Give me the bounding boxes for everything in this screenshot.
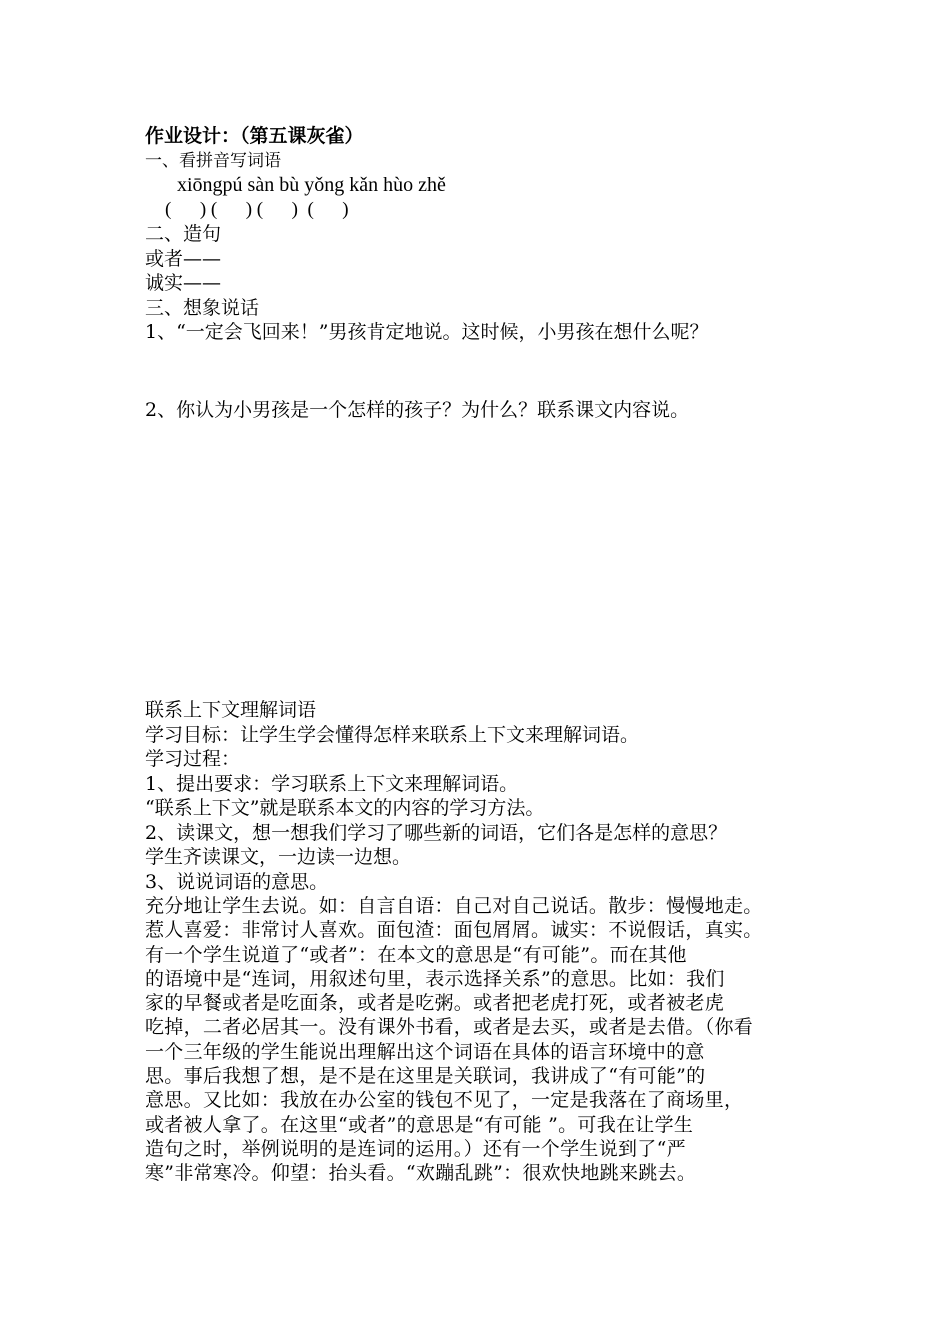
lesson-paragraph-line: 的语境中是“连词，用叙述句里，表示选择关系”的意思。比如：我们: [145, 967, 725, 990]
lesson-text-line: “联系上下文”就是联系本文的内容的学习方法。: [145, 797, 545, 819]
sentence-item-chengshi: 诚实——: [145, 272, 222, 294]
lesson-paragraph-line: 有一个学生说道了“或者”：在本文的意思是“有可能”。而在其他: [145, 943, 687, 966]
lesson-step-1: 1、提出要求：学习联系上下文来理解词语。: [145, 772, 519, 795]
lesson-text-line: 学生齐读课文，一边读一边想。: [145, 846, 412, 868]
lesson-step-3: 3、说说词语的意思。: [145, 870, 329, 893]
sentence-item-huozhe: 或者——: [145, 247, 222, 270]
lesson-goal: 学习目标：让学生学会懂得怎样来联系上下文来理解词语。: [145, 723, 640, 746]
pinyin-words: xiōngpú sàn bù yǒng kǎn hùo zhě: [177, 174, 446, 196]
lesson-paragraph-line: 家的早餐或者是吃面条，或者是吃粥。或者把老虎打死，或者被老虎: [145, 992, 725, 1015]
lesson-paragraph-line: 充分地让学生去说。如：自言自语：自己对自己说话。散步：慢慢地走。: [145, 895, 763, 917]
lesson-paragraph-line: 吃掉，二者必居其一。没有课外书看，或者是去买，或者是去借。（你看: [145, 1016, 754, 1039]
question-2: 2、你认为小男孩是一个怎样的孩子？为什么？联系课文内容说。: [145, 399, 690, 421]
lesson-paragraph-line: 造句之时，举例说明的是连词的运用。）还有一个学生说到了“严: [145, 1137, 686, 1160]
section-imagine-heading: 三、想象说话: [145, 296, 260, 319]
lesson-paragraph-line: 意思。又比如：我放在办公室的钱包不见了，一定是我落在了商场里，: [145, 1089, 744, 1112]
section-sentence-heading: 二、造句: [145, 223, 222, 245]
lesson-step-2: 2、读课文，想一想我们学习了哪些新的词语，它们各是怎样的意思？: [145, 821, 728, 844]
lesson-paragraph-line: 思。事后我想了想，是不是在这里是关联词，我讲成了“有可能”的: [145, 1065, 706, 1088]
lesson-paragraph-line: 或者被人拿了。在这里“或者”的意思是“有可能 ”。可我在让学生: [145, 1113, 694, 1136]
lesson-title: 联系上下文理解词语: [145, 699, 317, 721]
lesson-paragraph-line: 一个三年级的学生能说出理解出这个词语在具体的语言环境中的意: [145, 1040, 705, 1063]
homework-title: 作业设计：（第五课灰雀）: [145, 125, 364, 147]
section-pinyin-heading: 一、看拼音写词语: [145, 150, 281, 171]
question-1: 1、“一定会飞回来！”男孩肯定地说。这时候，小男孩在想什么呢？: [145, 321, 709, 343]
lesson-paragraph-line: 寒”非常寒冷。仰望：抬头看。“欢蹦乱跳”：很欢快地跳来跳去。: [145, 1162, 697, 1185]
lesson-process-heading: 学习过程：: [145, 748, 241, 770]
homework-question-2: [145, 398, 815, 423]
homework-section: [145, 124, 815, 345]
lesson-section: [145, 698, 815, 1186]
lesson-paragraph-line: 惹人喜爱：非常讨人喜欢。面包渣：面包屑屑。诚实：不说假话，真实。: [145, 919, 763, 942]
answer-blanks: ( ) ( ) ( ) ( ): [165, 198, 349, 220]
